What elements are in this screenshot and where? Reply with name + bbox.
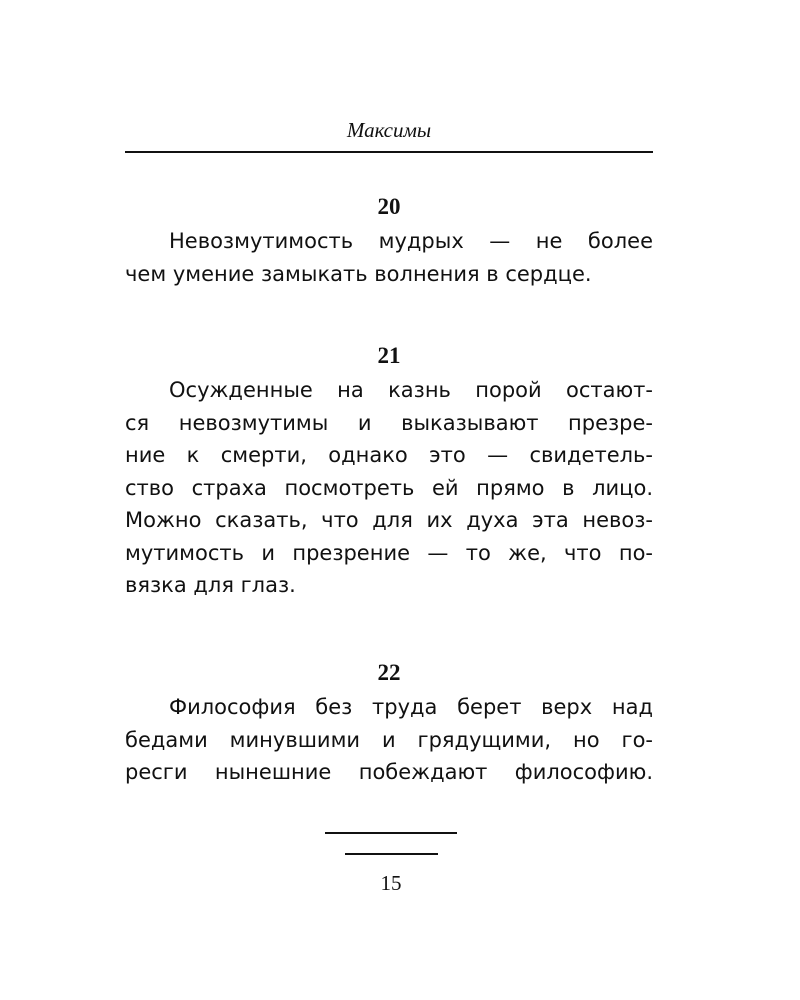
text-line: Философия без труда берет верх над bbox=[169, 695, 653, 719]
maxim-number: 22 bbox=[377, 660, 401, 685]
maxim-21 bbox=[125, 343, 653, 602]
text-line: чем умение замыкать волнения в сердце. bbox=[125, 261, 592, 286]
running-head: Максимы bbox=[346, 118, 432, 142]
text-line: Осужденные на казнь порой остают- bbox=[169, 378, 653, 402]
text-line: ство страха посмотреть ей прямо в лицо. bbox=[125, 475, 653, 500]
text-line: Можно сказать, что для их духа эта невоз- bbox=[125, 508, 653, 532]
header-rule bbox=[125, 151, 653, 153]
maxim-20 bbox=[125, 194, 653, 290]
maxim-22 bbox=[125, 660, 653, 789]
text-line: мутимость и презрение — то же, что по- bbox=[125, 540, 653, 565]
footer-rule-short bbox=[345, 853, 438, 855]
maxim-text bbox=[125, 691, 653, 789]
text-line: бедами минувшими и грядущими, но го- bbox=[125, 727, 653, 752]
maxim-text bbox=[125, 225, 653, 290]
text-line: ресги нынешние побеждают философию. bbox=[125, 760, 653, 784]
page-number: 15 bbox=[380, 871, 402, 895]
maxim-number: 20 bbox=[377, 194, 401, 219]
text-line: ние к смерти, однако это — свидетель- bbox=[125, 443, 653, 467]
text-line: Невозмутимость мудрых — не более bbox=[169, 229, 653, 253]
maxim-number: 21 bbox=[377, 343, 401, 368]
text-line: вязка для глаз. bbox=[125, 573, 296, 597]
footer-rule-long bbox=[325, 832, 457, 834]
text-line: ся невозмутимы и выказывают презре- bbox=[125, 410, 653, 435]
maxim-text bbox=[125, 374, 653, 602]
